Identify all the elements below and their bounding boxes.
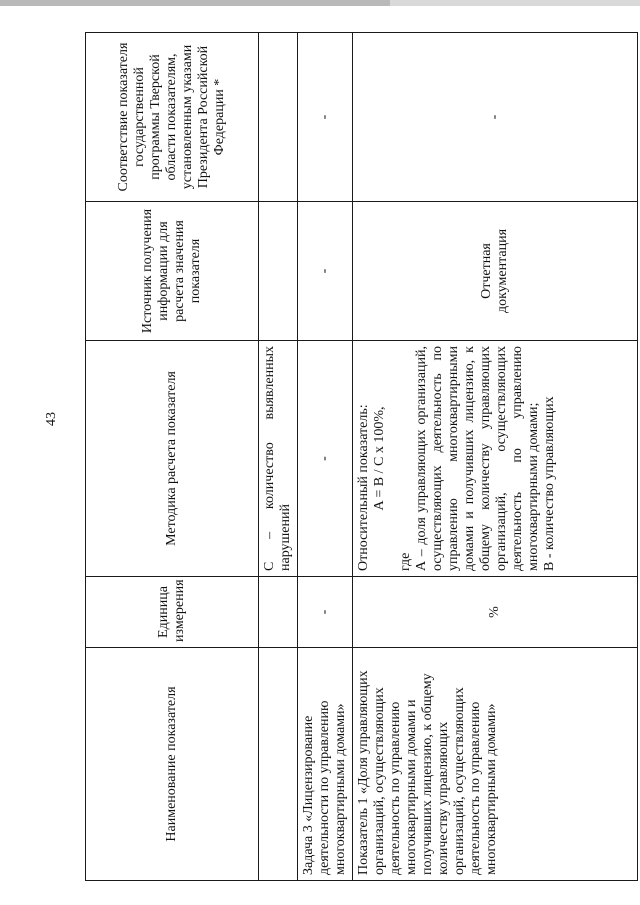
cell-task3-match: -	[298, 33, 353, 202]
table-header-row	[86, 33, 259, 881]
cell-task3-unit: -	[298, 577, 353, 648]
table-row-task3	[298, 33, 353, 881]
cell-source-empty	[259, 202, 298, 341]
header-source: Источник получения информации для расчета значения показателя	[86, 202, 259, 341]
cell-method-continuation: С – количество выявленных нарушений	[259, 341, 298, 577]
scan-top-strip	[0, 0, 640, 6]
cell-match-empty	[259, 33, 298, 202]
cell-ind1-source: Отчетная документация	[353, 202, 638, 341]
method-gap	[388, 346, 398, 571]
cell-task3-name: Задача 3 «Лицензирование деятельности по управлению многоквартирными домами»	[298, 648, 353, 881]
method-definition-a: А – доля управляющих организаций, осуществляющих деятельность по управлению многоквартирными домами и получивших лицензию, к общему количеству управляющих организаций, осуществляющих деятельность по управлению многоквартирными домами;	[414, 346, 541, 571]
header-name: Наименование показателя	[86, 648, 259, 881]
table-row-continuation	[259, 33, 298, 881]
page-number-text: 43	[44, 412, 59, 426]
cell-unit-empty	[259, 577, 298, 648]
page-number	[45, 408, 59, 430]
header-method: Методика расчета показателя	[86, 341, 259, 577]
cell-ind1-match: -	[353, 33, 638, 202]
cell-task3-method: -	[298, 341, 353, 577]
cell-task3-source: -	[298, 202, 353, 341]
method-definition-b: В - количество управляющих	[542, 396, 557, 571]
table-row-indicator1	[353, 33, 638, 881]
cell-ind1-name: Показатель 1 «Доля управляющих организаций, осуществляющих деятельность по управлению многоквартирными домами и получивших лицензию, к общему количеству управляющих организаций, осуществляющих деятельность по управлению многоквартирными домами»	[353, 648, 638, 881]
header-match: Соответствие показателя государственной программы Тверской области показателям, установленным указами Президента Российской Федерации *	[86, 33, 259, 202]
cell-ind1-unit: %	[353, 577, 638, 648]
method-where: где	[398, 552, 413, 571]
indicators-table	[85, 32, 638, 881]
rotated-table-frame	[85, 33, 625, 881]
method-formula: A = B / C x 100%,	[372, 406, 387, 511]
cell-ind1-method	[353, 341, 638, 577]
scan-top-strip-shadow	[0, 0, 390, 6]
rotated-table-container	[85, 33, 625, 881]
method-intro: Относительный показатель:	[356, 404, 371, 571]
header-unit: Единица измерения	[86, 577, 259, 648]
cell-name-empty	[259, 648, 298, 881]
